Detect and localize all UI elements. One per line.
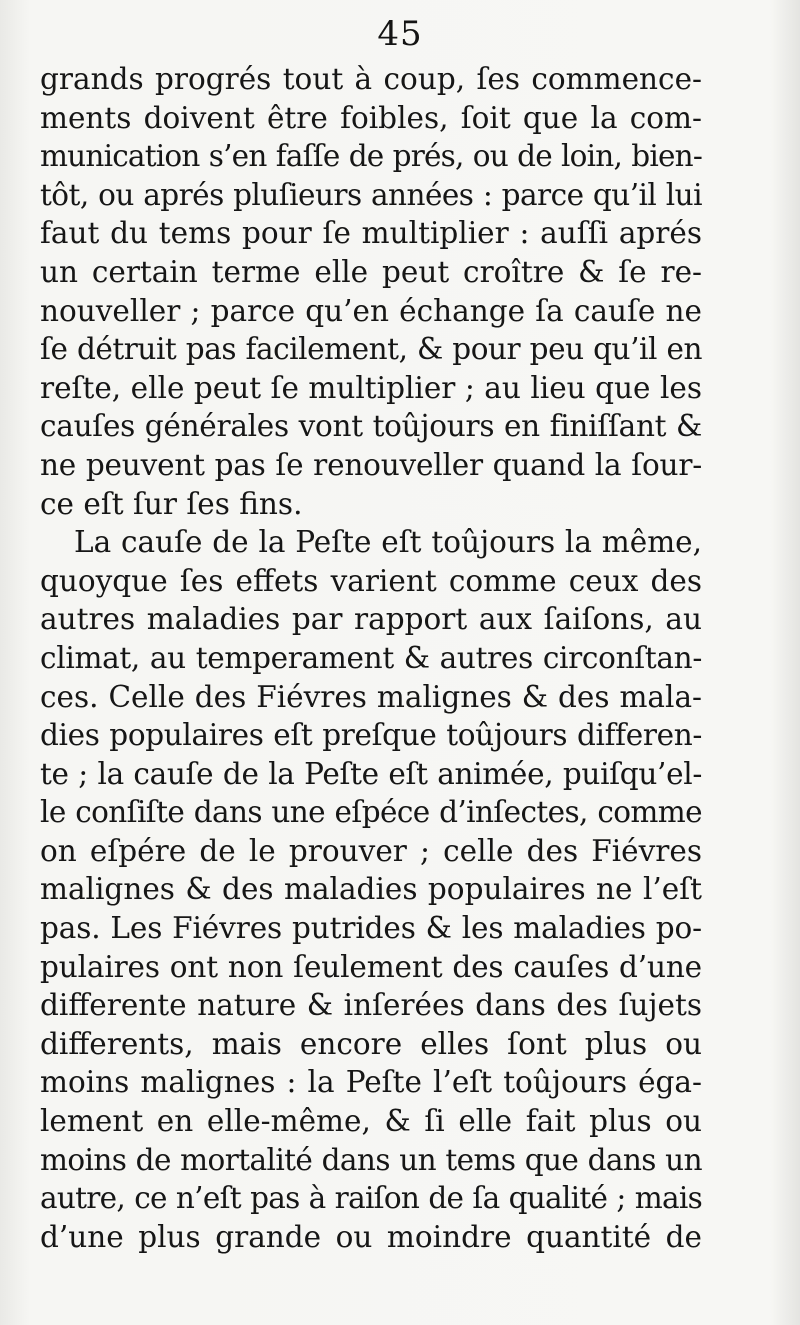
text-line: pas. Les Fiévres putrides & les maladies po- — [40, 911, 702, 946]
text-line: reſte, elle peut ſe multiplier ; au lieu que les — [40, 370, 702, 405]
text-line: differente nature & inſerées dans des ſujets — [40, 988, 702, 1023]
text-line: nouveller ; parce qu’en échange ſa cauſe ne — [40, 293, 702, 328]
body-text — [40, 60, 702, 1256]
text-line: munication s’en faſſe de prés, ou de loin, bien- — [40, 139, 702, 174]
text-line: lement en elle-même, & ſi elle fait plus ou — [40, 1104, 702, 1139]
text-line: ce eſt ſur ſes fins. — [40, 486, 303, 521]
text-line: grands progrés tout à coup, ſes commence- — [40, 62, 702, 96]
text-line: moins malignes : la Peſte l’eſt toûjours éga- — [40, 1065, 702, 1100]
text-line: malignes & des maladies populaires ne l’eſt — [40, 872, 702, 907]
text-line: ces. Celle des Fiévres malignes & des mala- — [40, 679, 702, 714]
text-line: pulaires ont non ſeulement des cauſes d’une — [40, 949, 702, 984]
text-line: ne peuvent pas ſe renouveller quand la ſour- — [40, 447, 702, 482]
page-number: 45 — [377, 14, 423, 54]
text-line: moins de mortalité dans un tems que dans un — [40, 1142, 702, 1177]
paragraph — [40, 523, 702, 1256]
text-line: La cauſe de la Peſte eſt toûjours la même, — [74, 525, 702, 560]
text-line: on eſpére de le prouver ; celle des Fiévres — [40, 833, 702, 868]
text-line: ments doivent être foibles, ſoit que la com- — [40, 100, 702, 135]
text-line: autre, ce n’eſt pas à raiſon de ſa qualité ; mais — [40, 1181, 702, 1216]
text-line: le conſiſte dans une eſpéce d’inſectes, comme — [40, 795, 702, 830]
text-line: ſe détruit pas facilement, & pour peu qu’il en — [40, 332, 702, 367]
text-line: te ; la cauſe de la Peſte eſt animée, puiſqu’el- — [40, 756, 702, 791]
text-line: autres maladies par rapport aux ſaiſons, au — [40, 602, 702, 637]
text-line: faut du tems pour ſe multiplier : auſſi aprés — [40, 216, 702, 251]
text-line: dies populaires eſt preſque toûjours differen- — [40, 718, 702, 753]
text-line: differents, mais encore elles ſont plus ou — [40, 1026, 702, 1061]
text-line: cauſes générales vont toûjours en finiſſant & — [40, 409, 702, 444]
text-line: un certain terme elle peut croître & ſe re- — [40, 254, 702, 289]
text-line: climat, au temperament & autres circonſtan- — [40, 640, 702, 675]
paragraph — [40, 60, 702, 523]
text-line: quoyque ſes effets varient comme ceux des — [40, 563, 702, 598]
text-line: d’une plus grande ou moindre quantité de — [40, 1219, 702, 1254]
text-line: tôt, ou aprés pluſieurs années : parce qu’il lui — [40, 177, 702, 212]
